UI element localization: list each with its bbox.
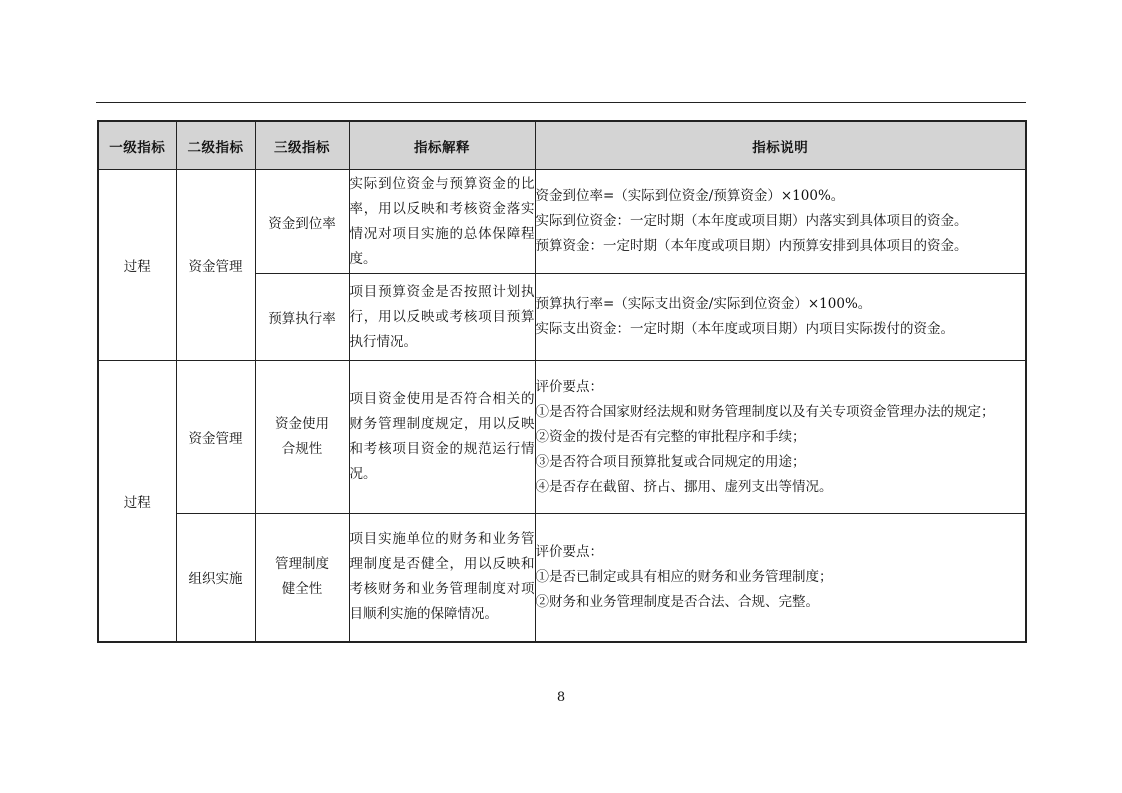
header-description: 指标说明 — [535, 121, 1026, 170]
header-explain: 指标解释 — [349, 121, 535, 170]
table-row — [98, 361, 1026, 514]
explain-cell: 项目资金使用是否符合相关的财务管理制度规定，用以反映和考核项目资金的规范运行情况。 — [349, 361, 535, 514]
header-level2: 二级指标 — [176, 121, 255, 170]
level3-cell: 预算执行率 — [255, 274, 349, 361]
level3-line: 管理制度 — [275, 556, 329, 573]
level3-cell — [255, 514, 349, 642]
level3-line: 健全性 — [281, 581, 323, 598]
description-line: 实际支出资金：一定时期（本年度或项目期）内项目实际拨付的资金。 — [535, 321, 954, 337]
description-line: 实际到位资金：一定时期（本年度或项目期）内落实到具体项目的资金。 — [535, 213, 968, 229]
level3-cell — [255, 361, 349, 514]
description-cell — [535, 514, 1026, 642]
header-level1: 一级指标 — [98, 121, 176, 170]
level3-line: 资金使用 — [275, 416, 329, 432]
description-cell — [535, 361, 1026, 514]
indicator-table — [97, 120, 1027, 643]
description-line: ②财务和业务管理制度是否合法、合规、完整。 — [535, 593, 819, 610]
description-line: ③是否符合项目预算批复或合同规定的用途； — [535, 453, 806, 470]
description-line: ①是否已制定或具有相应的财务和业务管理制度； — [535, 568, 833, 585]
header-row — [98, 121, 1026, 170]
description-line: ④是否存在截留、挤占、挪用、虚列支出等情况。 — [535, 478, 833, 495]
page-number: 8 — [556, 690, 566, 705]
description-line: 资金到位率=（实际到位资金/预算资金）×100%。 — [535, 188, 845, 204]
level1-cell: 过程 — [98, 170, 176, 361]
explain-cell: 项目实施单位的财务和业务管理制度是否健全，用以反映和考核财务和业务管理制度对项目顺利实施的保障情况。 — [349, 514, 535, 642]
level3-line: 合规性 — [281, 441, 323, 457]
table-row — [98, 514, 1026, 642]
description-line: 评价要点： — [535, 378, 603, 395]
description-line: 预算资金：一定时期（本年度或项目期）内预算安排到具体项目的资金。 — [535, 238, 968, 254]
description-line: ②资金的拨付是否有完整的审批程序和手续； — [535, 428, 806, 445]
description-line: 评价要点： — [535, 543, 603, 560]
description-cell — [535, 274, 1026, 361]
explain-cell: 实际到位资金与预算资金的比率，用以反映和考核资金落实情况对项目实施的总体保障程度。 — [349, 170, 535, 274]
level2-cell: 资金管理 — [176, 170, 255, 361]
description-line: 预算执行率=（实际支出资金/实际到位资金）×100%。 — [535, 296, 872, 312]
level2-cell: 资金管理 — [176, 361, 255, 514]
table-row — [98, 170, 1026, 274]
header-level3: 三级指标 — [255, 121, 349, 170]
level3-cell: 资金到位率 — [255, 170, 349, 274]
level1-cell: 过程 — [98, 361, 176, 642]
description-cell — [535, 170, 1026, 274]
header-rule — [96, 102, 1026, 103]
explain-cell: 项目预算资金是否按照计划执行，用以反映或考核项目预算执行情况。 — [349, 274, 535, 361]
description-line: ①是否符合国家财经法规和财务管理制度以及有关专项资金管理办法的规定； — [535, 403, 995, 420]
level2-cell: 组织实施 — [176, 514, 255, 642]
